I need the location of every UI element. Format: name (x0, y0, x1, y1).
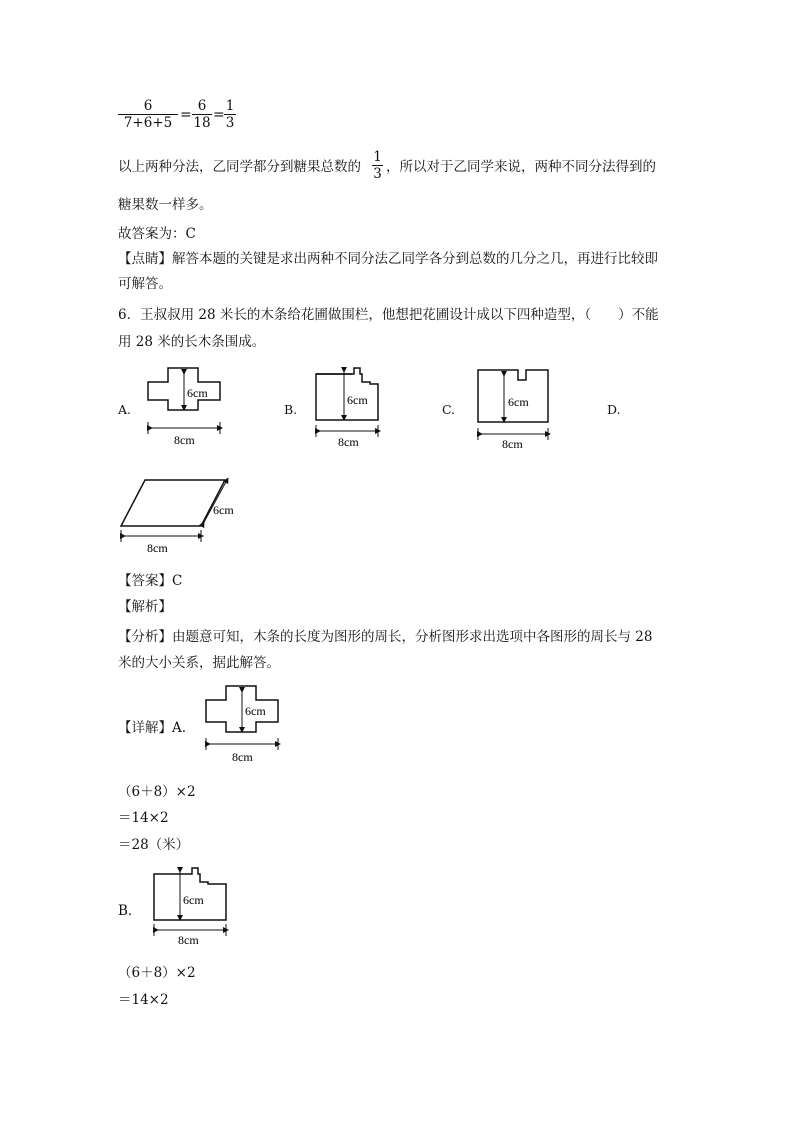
height-label: 6cm (213, 503, 234, 517)
fenxi-line2: 米的大小关系，据此解答。 (118, 655, 280, 671)
detail-shape-b-stepped (146, 860, 236, 952)
height-label: 6cm (508, 395, 529, 409)
width-label: 8cm (232, 750, 253, 764)
width-label: 8cm (178, 933, 199, 947)
fraction-2 (192, 98, 212, 131)
fenxi-line1: 【分析】由题意可知，木条的长度为图形的周长，分析图形求出选项中各图形的周长与 28 (118, 629, 653, 645)
shape-b-stepped (308, 360, 398, 452)
calc-b-line2: ＝14×2 (118, 992, 169, 1008)
fraction-denominator: 3 (225, 115, 235, 131)
option-c-label: C. (442, 402, 456, 417)
dianjing-line1: 【点睛】解答本题的关键是求出两种不同分法乙同学各分到总数的几分之几，再进行比较即 (118, 251, 658, 267)
option-b-label: B. (284, 402, 298, 417)
height-label: 6cm (183, 893, 204, 907)
shape-a-cross (140, 360, 230, 450)
width-label: 8cm (502, 437, 523, 451)
fraction-numerator: 1 (373, 149, 382, 165)
height-label: 6cm (187, 386, 208, 400)
detail-b-label: B． (118, 903, 142, 919)
height-label: 6cm (347, 393, 368, 407)
answer-tag: 【答案】C (118, 573, 183, 589)
fraction-3 (224, 98, 236, 131)
fraction-1 (118, 98, 178, 131)
equals-sign: = (180, 107, 192, 123)
explanation-text: 以上两种分法，乙同学都分到糖果总数的 (118, 159, 361, 175)
height-label: 6cm (245, 704, 266, 718)
shape-d-parallelogram (115, 474, 255, 558)
fraction-denominator: 18 (193, 115, 211, 131)
jiexi-heading: 【解析】 (118, 599, 172, 615)
detail-shape-a-cross (198, 682, 288, 768)
explanation-text-cont: ，所以对于乙同学来说，两种不同分法得到的 (386, 159, 656, 175)
fraction-denominator: 7+6+5 (123, 115, 173, 131)
explanation-text-line2: 糖果数一样多。 (118, 197, 213, 213)
width-label: 8cm (338, 435, 359, 449)
fraction-numerator: 1 (225, 98, 235, 114)
calc-a-line1: （6＋8）×2 (118, 784, 196, 800)
inline-fraction (372, 149, 383, 182)
option-d-label: D. (607, 402, 621, 417)
answer-line: 故答案为：C (118, 226, 196, 242)
option-a-label: A. (118, 402, 132, 417)
fraction-numerator: 6 (143, 98, 153, 114)
question-line1: 6．王叔叔用 28 米长的木条给花圃做围栏，他想把花圃设计成以下四种造型，（ ）不能 (118, 307, 659, 323)
question-line2: 用 28 米的长木条围成。 (118, 334, 266, 350)
dianjing-line2: 可解答。 (118, 276, 172, 292)
equals-sign: = (213, 107, 225, 123)
width-label: 8cm (147, 541, 168, 555)
calc-b-line1: （6＋8）×2 (118, 965, 196, 981)
detail-label: 【详解】A. (118, 720, 187, 736)
calc-a-line2: ＝14×2 (118, 810, 169, 826)
shape-c-notched (472, 360, 562, 456)
fraction-denominator: 3 (373, 166, 382, 182)
fraction-numerator: 6 (197, 98, 207, 114)
calc-a-line3: ＝28（米） (118, 837, 190, 853)
width-label: 8cm (174, 433, 195, 447)
